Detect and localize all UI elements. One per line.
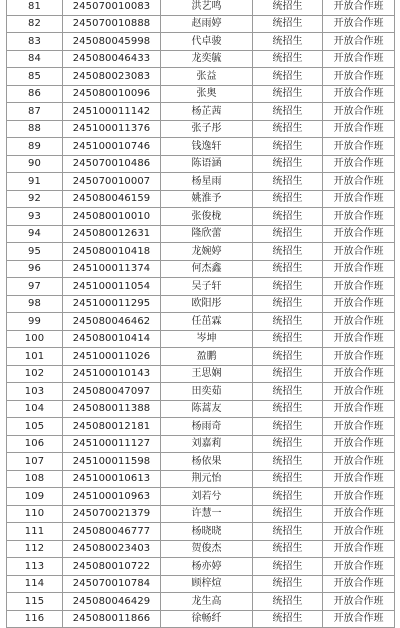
row-number-cell: 88 [7,120,63,138]
student-id-cell: 245100010963 [63,488,161,506]
class-type-cell: 开放合作班 [323,610,395,628]
student-name-cell: 陈蒿友 [161,400,253,418]
class-type-cell: 开放合作班 [323,278,395,296]
enrollment-type-cell: 统招生 [253,365,323,383]
class-type-cell: 开放合作班 [323,0,395,15]
student-name-cell: 杨芷茜 [161,103,253,121]
student-name-cell: 赵雨婷 [161,15,253,33]
enrollment-type-cell: 统招生 [253,383,323,401]
enrollment-type-cell: 统招生 [253,68,323,86]
row-number-cell: 85 [7,68,63,86]
row-number-cell: 87 [7,103,63,121]
class-type-cell: 开放合作班 [323,173,395,191]
row-number-cell: 112 [7,540,63,558]
enrollment-type-cell: 统招生 [253,348,323,366]
enrollment-type-cell: 统招生 [253,295,323,313]
student-name-cell: 荆元怡 [161,470,253,488]
student-id-cell: 245080046777 [63,523,161,541]
student-id-cell: 245080045998 [63,33,161,51]
student-id-cell: 245100011054 [63,278,161,296]
enrollment-type-cell: 统招生 [253,190,323,208]
row-number-cell: 90 [7,155,63,173]
student-name-cell: 张奥 [161,85,253,103]
student-name-cell: 龙生高 [161,593,253,611]
class-type-cell: 开放合作班 [323,558,395,576]
row-number-cell: 107 [7,453,63,471]
class-type-cell: 开放合作班 [323,225,395,243]
student-name-cell: 钱逸轩 [161,138,253,156]
table-row [7,0,395,15]
row-number-cell: 93 [7,208,63,226]
table-row [7,190,395,208]
student-name-cell: 张子彤 [161,120,253,138]
enrollment-type-cell: 统招生 [253,15,323,33]
enrollment-type-cell: 统招生 [253,610,323,628]
student-id-cell: 245070021379 [63,505,161,523]
table-row [7,540,395,558]
student-id-cell: 245080010096 [63,85,161,103]
student-name-cell: 徐畅纤 [161,610,253,628]
table-row [7,593,395,611]
student-name-cell: 王思娴 [161,365,253,383]
enrollment-type-cell: 统招生 [253,173,323,191]
row-number-cell: 94 [7,225,63,243]
row-number-cell: 96 [7,260,63,278]
enrollment-type-cell: 统招生 [253,50,323,68]
student-id-cell: 245100011127 [63,435,161,453]
student-id-cell: 245080046429 [63,593,161,611]
table-row [7,400,395,418]
enrollment-type-cell: 统招生 [253,208,323,226]
enrollment-type-cell: 统招生 [253,575,323,593]
student-id-cell: 245080046462 [63,313,161,331]
row-number-cell: 105 [7,418,63,436]
student-name-cell: 刘嘉莉 [161,435,253,453]
student-id-cell: 245080012181 [63,418,161,436]
student-name-cell: 杨雨奇 [161,418,253,436]
student-id-cell: 245080023403 [63,540,161,558]
enrollment-type-cell: 统招生 [253,558,323,576]
class-type-cell: 开放合作班 [323,523,395,541]
class-type-cell: 开放合作班 [323,260,395,278]
table-row [7,85,395,103]
enrollment-table [6,0,395,628]
class-type-cell: 开放合作班 [323,488,395,506]
student-name-cell: 刘若兮 [161,488,253,506]
class-type-cell: 开放合作班 [323,313,395,331]
table-row [7,260,395,278]
table-row [7,453,395,471]
table-row [7,173,395,191]
student-id-cell: 245070010888 [63,15,161,33]
enrollment-table-body [7,0,395,628]
student-id-cell: 245080047097 [63,383,161,401]
row-number-cell: 84 [7,50,63,68]
enrollment-type-cell: 统招生 [253,470,323,488]
table-row [7,50,395,68]
student-name-cell: 张俊栊 [161,208,253,226]
row-number-cell: 91 [7,173,63,191]
class-type-cell: 开放合作班 [323,540,395,558]
row-number-cell: 101 [7,348,63,366]
student-name-cell: 田奕茹 [161,383,253,401]
table-row [7,488,395,506]
row-number-cell: 98 [7,295,63,313]
enrollment-type-cell: 统招生 [253,120,323,138]
student-id-cell: 245080046433 [63,50,161,68]
enrollment-type-cell: 统招生 [253,225,323,243]
class-type-cell: 开放合作班 [323,470,395,488]
student-name-cell: 代卓骏 [161,33,253,51]
student-name-cell: 龙奕毓 [161,50,253,68]
table-row [7,313,395,331]
student-name-cell: 杨晓晓 [161,523,253,541]
row-number-cell: 110 [7,505,63,523]
enrollment-type-cell: 统招生 [253,505,323,523]
class-type-cell: 开放合作班 [323,243,395,261]
table-row [7,418,395,436]
student-id-cell: 245100010746 [63,138,161,156]
student-id-cell: 245100011295 [63,295,161,313]
row-number-cell: 83 [7,33,63,51]
table-row [7,243,395,261]
class-type-cell: 开放合作班 [323,138,395,156]
enrollment-type-cell: 统招生 [253,33,323,51]
table-row [7,208,395,226]
enrollment-type-cell: 统招生 [253,260,323,278]
student-id-cell: 245080023083 [63,68,161,86]
class-type-cell: 开放合作班 [323,575,395,593]
table-row [7,278,395,296]
table-row [7,575,395,593]
enrollment-type-cell: 统招生 [253,593,323,611]
student-id-cell: 245100011376 [63,120,161,138]
class-type-cell: 开放合作班 [323,15,395,33]
student-id-cell: 245080046159 [63,190,161,208]
row-number-cell: 103 [7,383,63,401]
table-row [7,103,395,121]
class-type-cell: 开放合作班 [323,435,395,453]
row-number-cell: 81 [7,0,63,15]
enrollment-type-cell: 统招生 [253,313,323,331]
enrollment-type-cell: 统招生 [253,540,323,558]
enrollment-type-cell: 统招生 [253,400,323,418]
student-name-cell: 何杰鑫 [161,260,253,278]
row-number-cell: 114 [7,575,63,593]
table-row [7,348,395,366]
student-name-cell: 洪艺鸣 [161,0,253,15]
table-row [7,470,395,488]
student-id-cell: 245100011142 [63,103,161,121]
class-type-cell: 开放合作班 [323,33,395,51]
enrollment-type-cell: 统招生 [253,103,323,121]
class-type-cell: 开放合作班 [323,400,395,418]
table-row [7,225,395,243]
table-row [7,155,395,173]
enrollment-type-cell: 统招生 [253,278,323,296]
enrollment-type-cell: 统招生 [253,330,323,348]
student-name-cell: 隆欣蕾 [161,225,253,243]
student-id-cell: 245080010010 [63,208,161,226]
class-type-cell: 开放合作班 [323,418,395,436]
table-row [7,610,395,628]
row-number-cell: 106 [7,435,63,453]
class-type-cell: 开放合作班 [323,453,395,471]
row-number-cell: 113 [7,558,63,576]
class-type-cell: 开放合作班 [323,593,395,611]
enrollment-type-cell: 统招生 [253,453,323,471]
enrollment-type-cell: 统招生 [253,435,323,453]
student-id-cell: 245100011598 [63,453,161,471]
student-id-cell: 245100010613 [63,470,161,488]
student-name-cell: 许慧一 [161,505,253,523]
enrollment-type-cell: 统招生 [253,85,323,103]
class-type-cell: 开放合作班 [323,208,395,226]
table-row [7,295,395,313]
class-type-cell: 开放合作班 [323,190,395,208]
row-number-cell: 102 [7,365,63,383]
row-number-cell: 92 [7,190,63,208]
enrollment-type-cell: 统招生 [253,488,323,506]
row-number-cell: 89 [7,138,63,156]
student-id-cell: 245080010418 [63,243,161,261]
student-id-cell: 245070010083 [63,0,161,15]
student-name-cell: 吴子轩 [161,278,253,296]
enrollment-type-cell: 统招生 [253,243,323,261]
class-type-cell: 开放合作班 [323,348,395,366]
row-number-cell: 109 [7,488,63,506]
enrollment-type-cell: 统招生 [253,138,323,156]
class-type-cell: 开放合作班 [323,330,395,348]
row-number-cell: 82 [7,15,63,33]
table-row [7,523,395,541]
class-type-cell: 开放合作班 [323,383,395,401]
table-row [7,138,395,156]
student-name-cell: 任茁霖 [161,313,253,331]
table-row [7,383,395,401]
class-type-cell: 开放合作班 [323,50,395,68]
enrollment-type-cell: 统招生 [253,523,323,541]
student-id-cell: 245080011866 [63,610,161,628]
table-row [7,68,395,86]
student-name-cell: 陈语涵 [161,155,253,173]
class-type-cell: 开放合作班 [323,295,395,313]
student-id-cell: 245080011388 [63,400,161,418]
row-number-cell: 115 [7,593,63,611]
row-number-cell: 86 [7,85,63,103]
table-row [7,435,395,453]
table-row [7,558,395,576]
student-name-cell: 龙婉婷 [161,243,253,261]
row-number-cell: 97 [7,278,63,296]
student-id-cell: 245100011026 [63,348,161,366]
table-row [7,505,395,523]
enrollment-type-cell: 统招生 [253,155,323,173]
row-number-cell: 116 [7,610,63,628]
enrollment-type-cell: 统招生 [253,418,323,436]
student-id-cell: 245070010486 [63,155,161,173]
student-name-cell: 岑坤 [161,330,253,348]
student-name-cell: 贺俊杰 [161,540,253,558]
student-id-cell: 245080010414 [63,330,161,348]
student-id-cell: 245100010143 [63,365,161,383]
class-type-cell: 开放合作班 [323,120,395,138]
row-number-cell: 111 [7,523,63,541]
table-row [7,330,395,348]
student-name-cell: 姚淮予 [161,190,253,208]
class-type-cell: 开放合作班 [323,68,395,86]
table-row [7,33,395,51]
row-number-cell: 104 [7,400,63,418]
table-row [7,15,395,33]
student-id-cell: 245080012631 [63,225,161,243]
class-type-cell: 开放合作班 [323,155,395,173]
student-name-cell: 张益 [161,68,253,86]
class-type-cell: 开放合作班 [323,505,395,523]
table-row [7,120,395,138]
student-name-cell: 顾梓煊 [161,575,253,593]
class-type-cell: 开放合作班 [323,85,395,103]
student-id-cell: 245080010722 [63,558,161,576]
row-number-cell: 100 [7,330,63,348]
table-row [7,365,395,383]
student-name-cell: 杨亦婷 [161,558,253,576]
row-number-cell: 95 [7,243,63,261]
row-number-cell: 99 [7,313,63,331]
student-name-cell: 杨依果 [161,453,253,471]
student-id-cell: 245100011374 [63,260,161,278]
enrollment-type-cell: 统招生 [253,0,323,15]
student-name-cell: 杨星雨 [161,173,253,191]
student-id-cell: 245070010007 [63,173,161,191]
class-type-cell: 开放合作班 [323,365,395,383]
student-name-cell: 欧阳彤 [161,295,253,313]
student-id-cell: 245070010784 [63,575,161,593]
class-type-cell: 开放合作班 [323,103,395,121]
student-name-cell: 盈鹏 [161,348,253,366]
row-number-cell: 108 [7,470,63,488]
